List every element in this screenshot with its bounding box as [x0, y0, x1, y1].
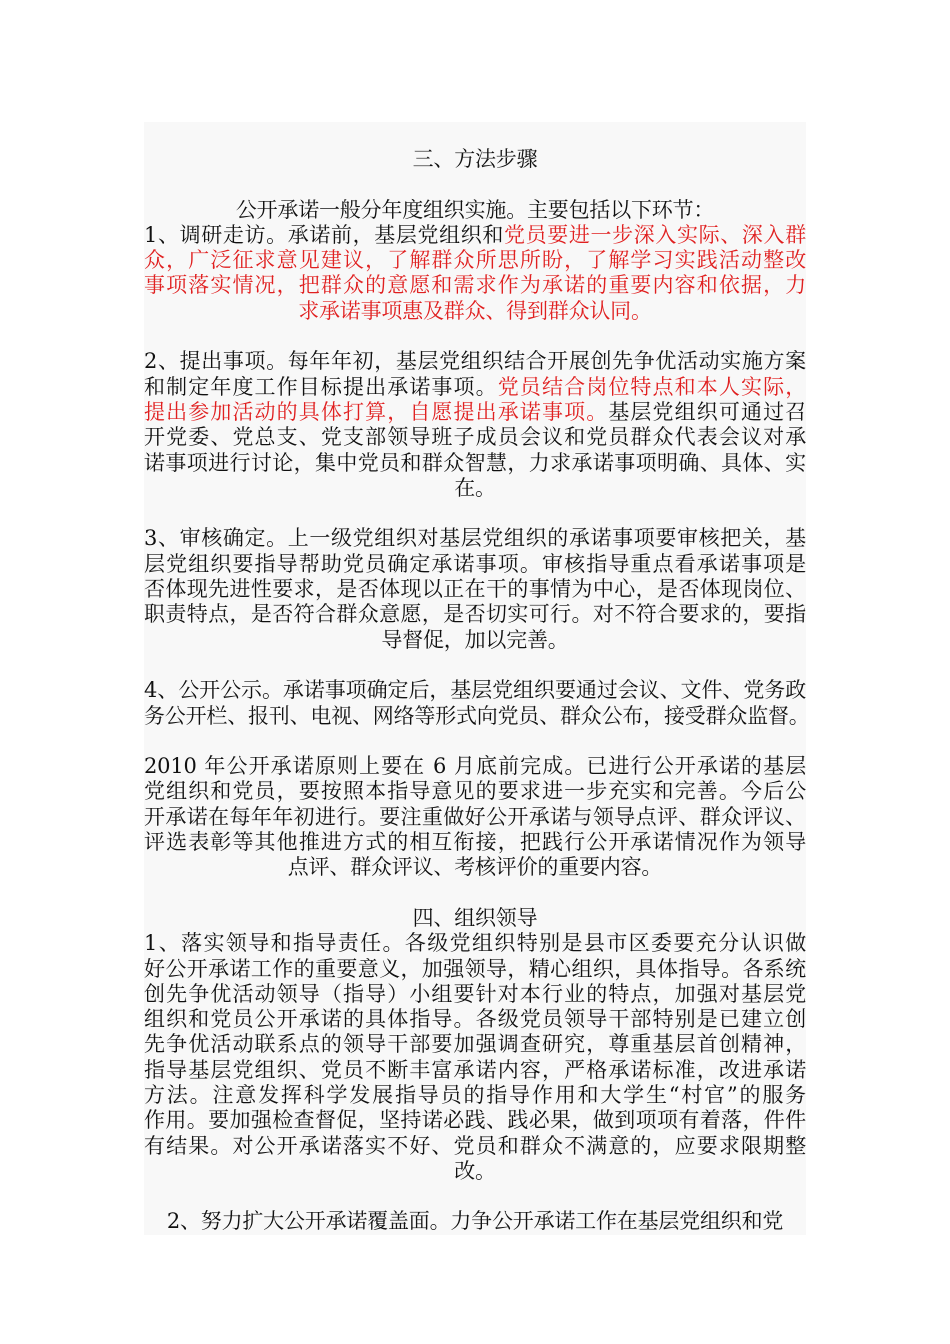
body-text: 作用。要加强检查督促，坚持诺必践、践必果，做到项项有着落，件件: [144, 1108, 806, 1133]
step-1-paragraph: [144, 223, 806, 324]
body-text: 改。: [454, 1158, 496, 1183]
blank-line: [144, 881, 806, 906]
blank-line: [144, 172, 806, 197]
text-line: [144, 248, 806, 273]
section-3-intro: 公开承诺一般分年度组织实施。主要包括以下环节：: [235, 197, 715, 222]
text-line: [144, 400, 806, 425]
body-text: 组织和党员公开承诺的具体指导。各级党员领导干部特别是已建立创: [144, 1007, 806, 1032]
text-line: [144, 703, 810, 729]
text-line: [144, 1083, 806, 1108]
body-text: 4、公开公示。承诺事项确定后，基层党组织要通过会议、文件、党务政: [144, 678, 806, 703]
text-line: [144, 1007, 806, 1032]
text-line: [144, 577, 806, 602]
body-text: 指导基层党组织、党员不断丰富承诺内容，严格承诺标准，改进承诺: [144, 1057, 806, 1082]
blank-line: [144, 1184, 806, 1209]
body-text: 和制定年度工作目标提出承诺事项。: [144, 374, 498, 399]
document-body: [144, 122, 810, 1235]
blank-line: [144, 653, 806, 678]
body-text: 党组织和党员，要按照本指导意见的要求进一步充实和完善。今后公: [144, 779, 806, 804]
highlighted-text: 众，广泛征求意见建议，了解群众所思所盼，了解学习实践活动整改: [144, 248, 806, 273]
text-line: [144, 1159, 806, 1184]
body-text: 有结果。对公开承诺落实不好、党员和群众不满意的，应要求限期整: [144, 1133, 806, 1158]
highlighted-text: 求承诺事项惠及群众、得到群众认同。: [298, 298, 652, 323]
body-text: 3、审核确定。上一级党组织对基层党组织的承诺事项要审核把关，基: [144, 526, 806, 551]
highlighted-text: 提出参加活动的具体打算，自愿提出承诺事项。: [144, 399, 609, 424]
top-spacer: [144, 122, 806, 147]
body-text: 评选表彰等其他推进方式的相互衔接，把践行公开承诺情况作为领导: [144, 830, 806, 855]
text-line: [144, 476, 806, 501]
item-2-paragraph: [144, 1209, 806, 1234]
body-text: 好公开承诺工作的重要意义，加强领导，精心组织，具体指导。各系统: [144, 956, 806, 981]
text-line: [144, 830, 806, 855]
highlighted-text: 党员结合岗位特点和本人实际，: [497, 374, 806, 399]
body-text: 1、落实领导和指导责任。各级党组织特别是县市区委要充分认识做: [144, 931, 806, 956]
text-line: [144, 805, 806, 830]
body-text: 在。: [454, 475, 496, 500]
item-1-paragraph: [144, 931, 806, 1184]
text-line: [144, 273, 806, 298]
text-line: [144, 451, 806, 476]
text-line: [144, 1032, 806, 1057]
blank-line: [144, 729, 806, 754]
closing-paragraph: [144, 754, 806, 880]
body-text: 2、提出事项。每年年初，基层党组织结合开展创先争优活动实施方案: [144, 349, 806, 374]
section-3-title: 三、方法步骤: [412, 147, 538, 171]
text-line: [144, 602, 806, 627]
body-text: 务公开栏、报刊、电视、网络等形式向党员、群众公布，接受群众监督。: [144, 703, 810, 728]
text-line: [144, 223, 806, 248]
text-line: [144, 855, 806, 880]
highlighted-text: 事项落实情况，把群众的意愿和需求作为承诺的重要内容和依据，力: [144, 273, 806, 298]
highlighted-text: 党员要进一步深入实际、深入群: [504, 222, 806, 247]
body-text: 开党委、党总支、党支部领导班子成员会议和党员群众代表会议对承: [144, 425, 806, 450]
body-text: 职责特点，是否符合群众意愿，是否切实可行。对不符合要求的，要指: [144, 602, 806, 627]
text-line: [144, 957, 806, 982]
body-text: 开承诺在每年年初进行。要注重做好公开承诺与领导点评、群众评议、: [144, 804, 806, 829]
body-text: 导督促，加以完善。: [381, 627, 569, 652]
body-text: 2、努力扩大公开承诺覆盖面。力争公开承诺工作在基层党组织和党: [166, 1209, 784, 1234]
text-line: [144, 552, 806, 577]
body-text: 点评、群众评议、考核评价的重要内容。: [287, 855, 663, 880]
body-text: 层党组织要指导帮助党员确定承诺事项。审核指导重点看承诺事项是: [144, 551, 806, 576]
blank-line: [144, 324, 806, 349]
text-line: [144, 375, 806, 400]
text-line: [144, 1058, 806, 1083]
body-text: 先争优活动联系点的领导干部要加强调查研究，尊重基层首创精神，: [144, 1032, 806, 1057]
text-line: [144, 678, 806, 703]
body-text: 创先争优活动领导（指导）小组要针对本行业的特点，加强对基层党: [144, 981, 806, 1006]
text-line: [144, 931, 806, 956]
text-line: [144, 1108, 806, 1133]
step-3-paragraph: [144, 526, 806, 652]
text-line: [144, 779, 806, 804]
body-text: 基层党组织可通过召: [608, 399, 806, 424]
body-text: 否体现先进性要求，是否体现以正在干的事情为中心，是否体现岗位、: [144, 577, 806, 602]
text-line: [144, 1209, 806, 1234]
text-line: [144, 425, 806, 450]
body-text: 诺事项进行讨论，集中党员和群众智慧，力求承诺事项明确、具体、实: [144, 450, 806, 475]
text-line: [144, 299, 806, 324]
blank-line: [144, 501, 806, 526]
step-4-paragraph: [144, 678, 810, 729]
body-text: 方法。注意发挥科学发展指导员的指导作用和大学生“村官”的服务: [144, 1082, 806, 1107]
text-line: [144, 349, 806, 374]
body-text: 2010 年公开承诺原则上要在 6 月底前完成。已进行公开承诺的基层: [144, 754, 806, 779]
text-line: [144, 982, 806, 1007]
step-2-paragraph: [144, 349, 806, 501]
text-line: [144, 628, 806, 653]
body-text: 1、调研走访。承诺前，基层党组织和: [144, 222, 505, 247]
text-line: [144, 754, 806, 779]
text-line: [144, 1134, 806, 1159]
section-4-title: 四、组织领导: [412, 905, 538, 930]
text-line: [144, 526, 806, 551]
